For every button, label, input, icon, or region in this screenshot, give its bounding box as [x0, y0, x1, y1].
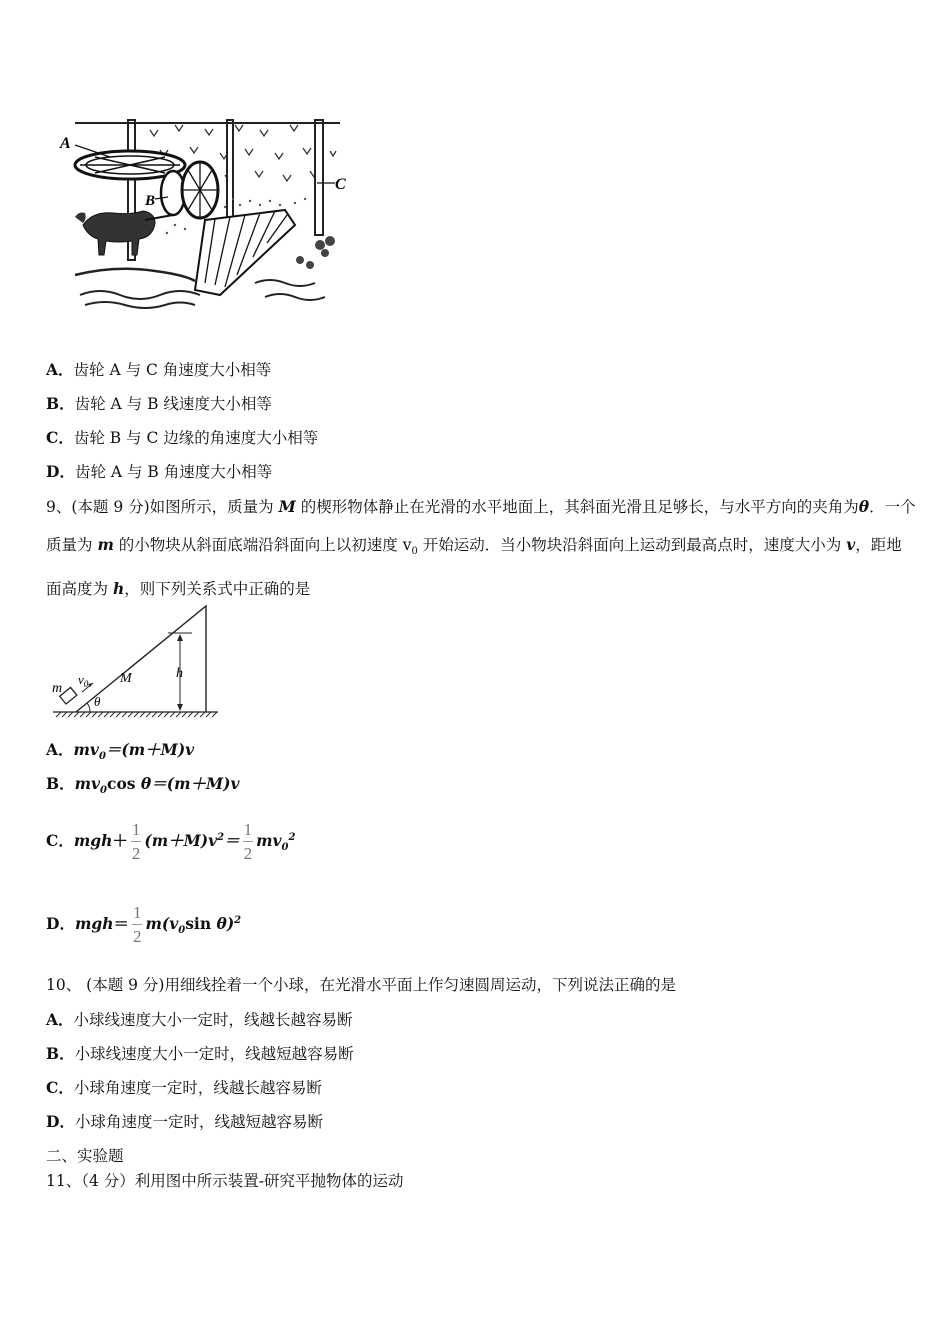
label-theta: θ [94, 694, 101, 709]
q10-option-c [46, 1078, 322, 1098]
label-v0: $v_0$ [78, 672, 89, 689]
option-text: 齿轮 A 与 C 角速度大小相等 [73, 361, 272, 379]
label-h: h [176, 666, 183, 681]
option-text: 齿轮 A 与 B 角速度大小相等 [74, 463, 273, 481]
q9-stem-text: 的小物块从斜面底端沿斜面向上以初速度 v [113, 536, 412, 554]
q9-option-a: A．$mv_0=(m+M)v$ [46, 740, 195, 763]
option-label: B． [46, 394, 75, 413]
option-text: 齿轮 A 与 B 线速度大小相等 [74, 395, 272, 413]
option-text: 小球线速度大小一定时，线越短越容易断 [74, 1045, 354, 1063]
var-v: v [846, 535, 856, 554]
label-m: m [52, 681, 63, 696]
option-text: 小球角速度一定时，线越短越容易断 [74, 1113, 323, 1131]
q8-option-c [46, 428, 318, 448]
fraction-half: $\frac{1}{2}$ [243, 820, 253, 864]
q10-option-b [46, 1044, 354, 1064]
q9-stem-text: ，距地面高度为 [46, 536, 902, 599]
option-label: D． [46, 462, 75, 481]
section-title: 二、实验题 [46, 1147, 124, 1165]
label-gear-c: C [335, 176, 346, 193]
fraction-half: $\frac{1}{2}$ [131, 820, 141, 864]
option-text: 齿轮 B 与 C 边缘的角速度大小相等 [73, 429, 319, 447]
q10-stem: 10、 (本题 9 分)用细线拴着一个小球，在光滑水平面上作匀速圆周运动，下列说法正确的是 [46, 976, 676, 994]
q10-option-a [46, 1010, 353, 1030]
q9-option-b: B．$mv_0\cos$ θ＝(m＋M)v [46, 774, 240, 797]
q9-option-c: C．mgh＋ $\frac{1}{2}$ $(m+M)v^2=$ $\frac{1}{2}$ $mv_0^2$ [46, 820, 296, 864]
option-label: B． [46, 774, 75, 793]
subscript-0: 0 [411, 546, 418, 558]
label-gear-a: A [60, 135, 71, 152]
q10-option-d [46, 1112, 323, 1132]
label-gear-b: B [145, 193, 156, 209]
label-M: M [120, 671, 132, 686]
option-text: 小球角速度一定时，线越长越容易断 [73, 1079, 322, 1097]
q11-stem: 11、（4 分）利用图中所示装置-研究平抛物体的运动 [46, 1172, 404, 1190]
q9-stem-text: (本题 9 分)如图所示，质量为 [71, 498, 279, 516]
option-label: C． [46, 428, 74, 447]
option-label: A． [46, 1010, 74, 1029]
question-number: 9、 [46, 498, 72, 516]
var-m: m [97, 535, 114, 554]
option-label: D． [46, 1112, 75, 1131]
option-label: B． [46, 1044, 75, 1063]
q9-stem-text: ，则下列关系式中正确的是 [124, 580, 311, 599]
var-theta: θ [858, 497, 870, 516]
q8-option-a [46, 360, 271, 380]
option-text: 小球线速度大小一定时，线越长越容易断 [73, 1011, 353, 1029]
option-label: C． [46, 1078, 74, 1097]
var-M: M [278, 497, 296, 516]
q9-option-d: D．mgh＝ $\frac{1}{2}$ $m(v_0\sin$ θ)$^2$ [46, 903, 242, 947]
wedge-figure [48, 600, 223, 722]
option-label: C． [46, 831, 74, 851]
waterwheel-figure [55, 115, 365, 315]
var-h: h [112, 579, 125, 599]
option-label: D． [46, 914, 75, 934]
q8-option-b [46, 394, 272, 414]
q9-stem-text: 的楔形物体静止在光滑的水平地面上，其斜面光滑且足够长，与水平方向的夹角为 [295, 498, 859, 516]
q9-stem [46, 488, 916, 608]
q9-stem-text: ．一个质量为 [46, 498, 916, 554]
option-label: A． [46, 360, 74, 379]
q8-option-d [46, 462, 272, 482]
fraction-half: $\frac{1}{2}$ [132, 903, 142, 947]
option-label: A． [46, 740, 74, 759]
q9-stem-text: 开始运动．当小物块沿斜面向上运动到最高点时，速度大小为 [417, 536, 847, 554]
